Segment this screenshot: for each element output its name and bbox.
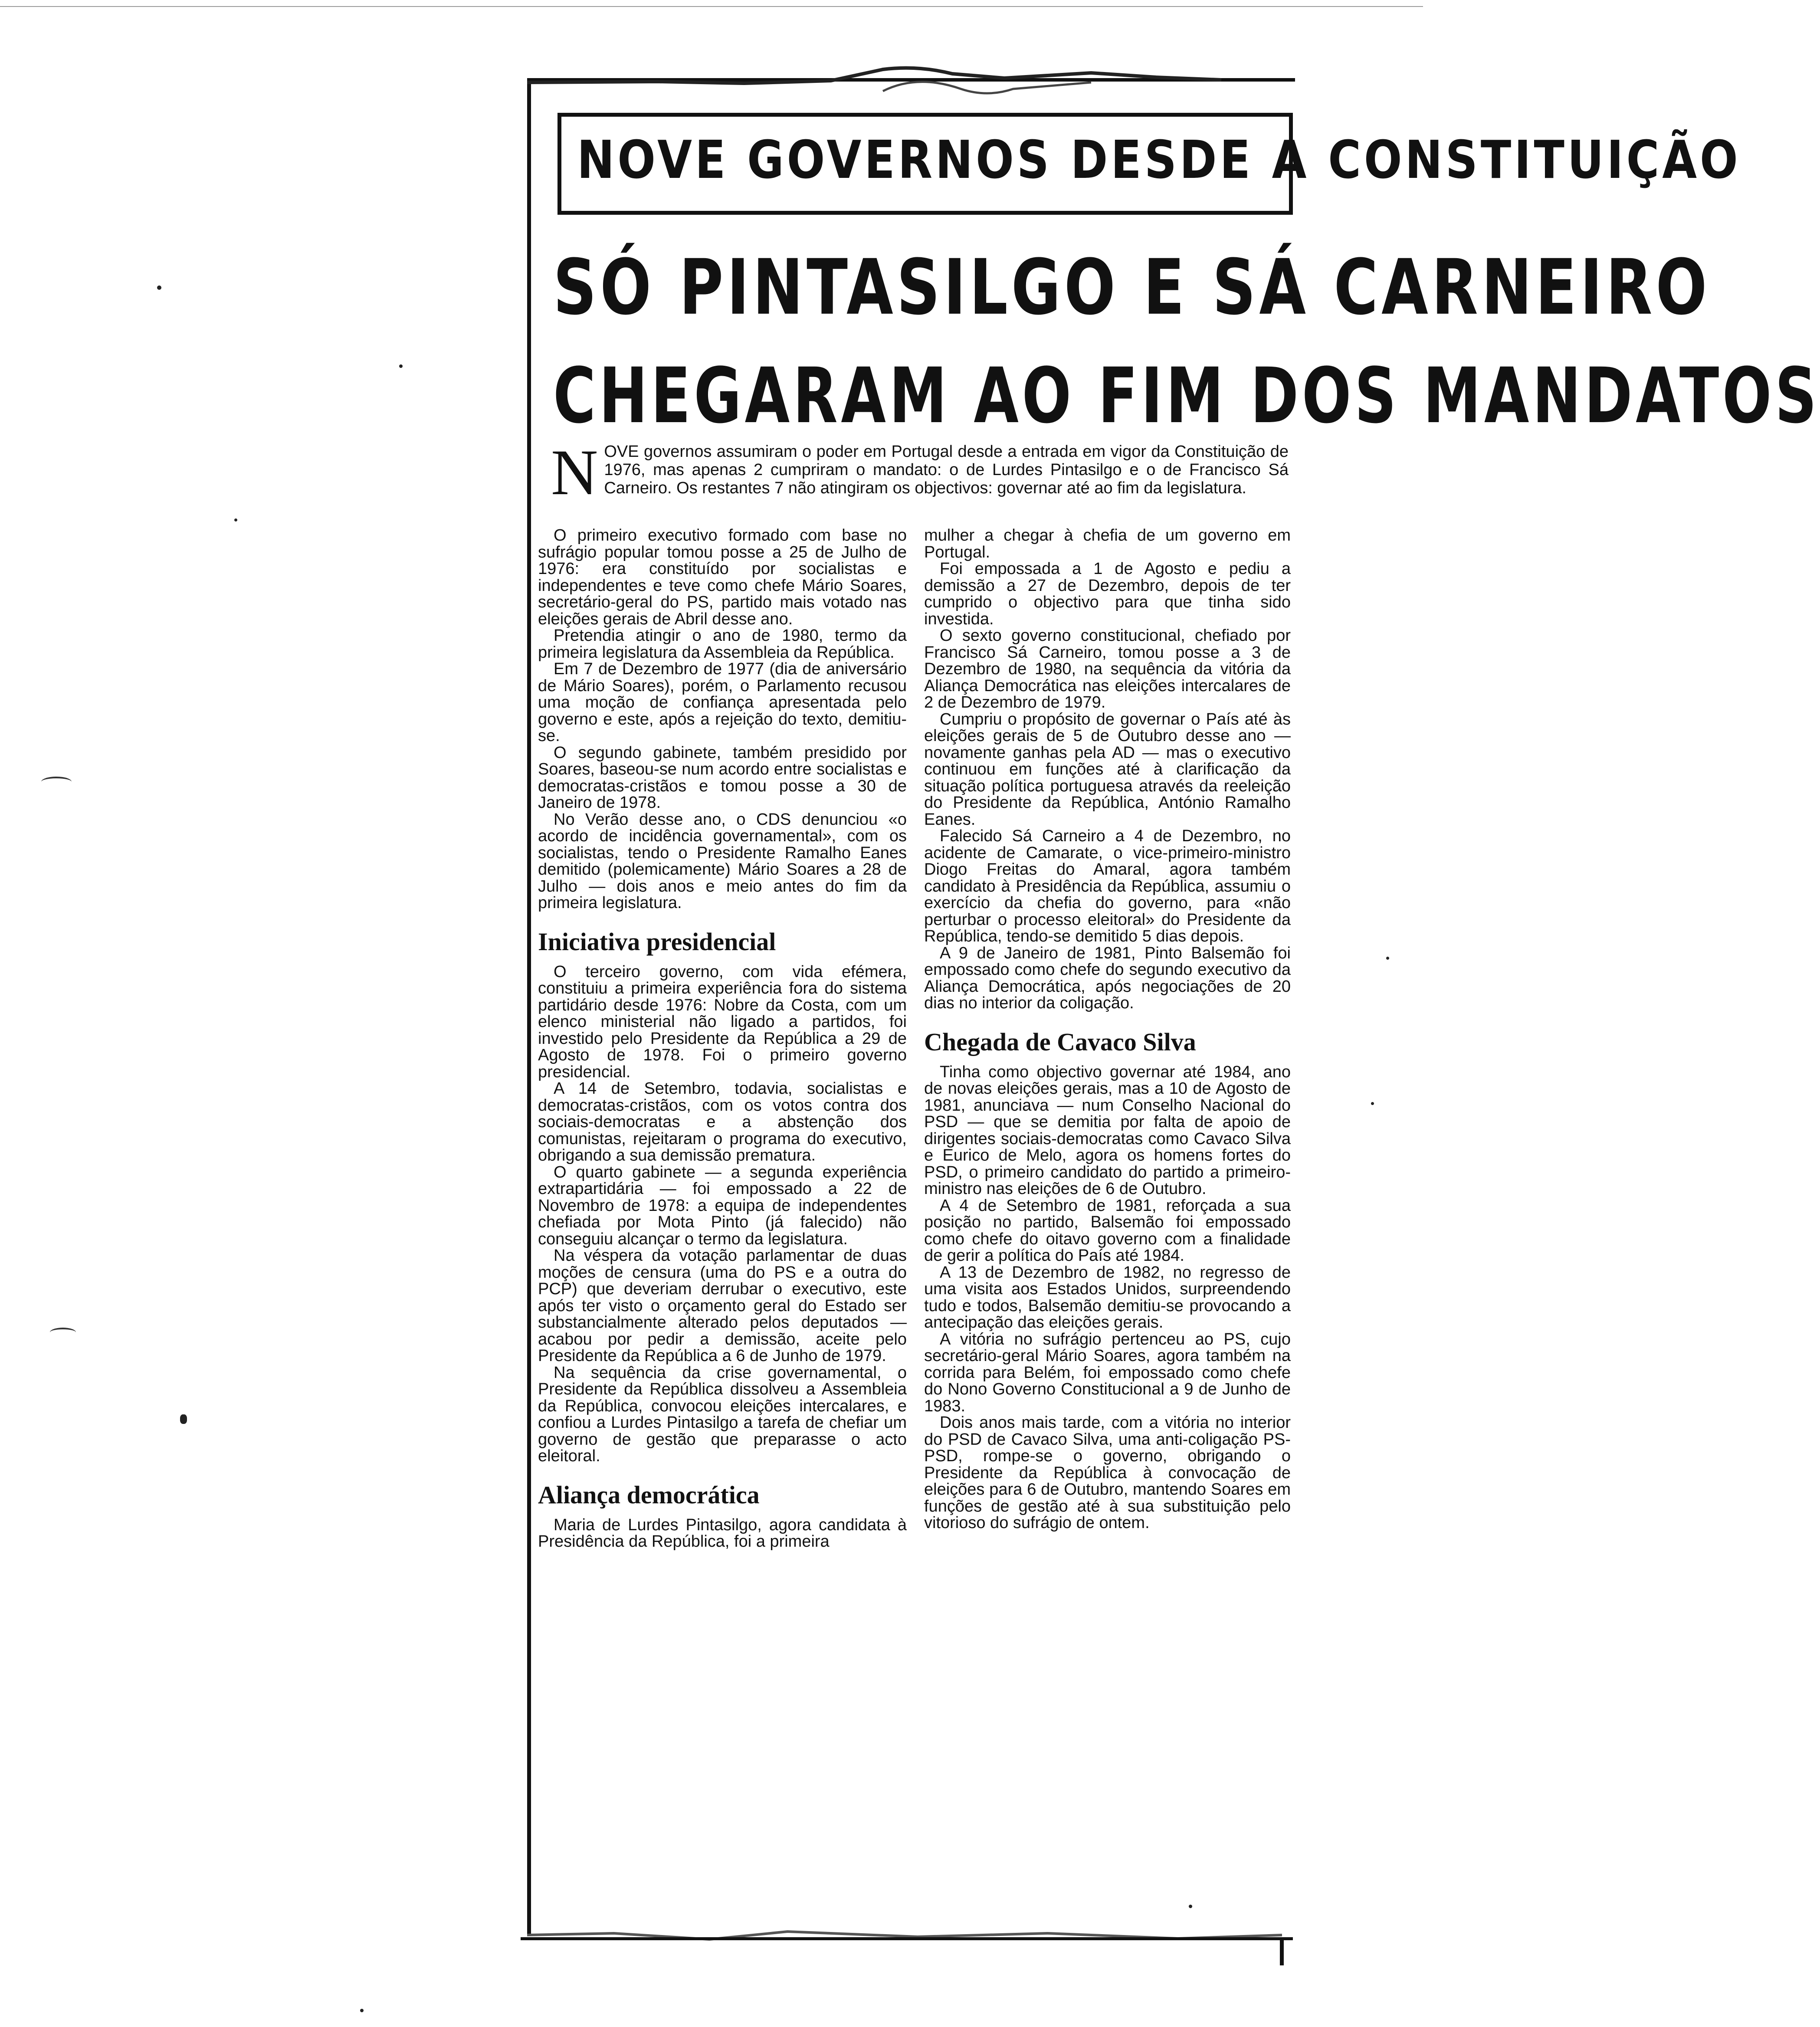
scan-speck (399, 364, 403, 368)
clipping-bottom-rule (521, 1937, 1293, 1940)
lead-text: OVE governos assumiram o poder em Portugal desde a entrada em vigor da Constituição de 1976, mas apenas 2 cumpriram o mandato: o de Lurdes Pintasilgo e o de Francisco Sá Carneiro. Os restantes 7 não atingiram os objectivos: governar até ao fim da legislatura. (604, 443, 1289, 497)
body-paragraph: O segundo gabinete, também presidido por Soares, baseou-se num acordo entre socialistas e democratas-cristãos e tomou posse a 30 de Janeiro de 1978. (538, 743, 907, 812)
body-paragraph: Na véspera da votação parlamentar de duas moções de censura (uma do PS e a outra do PCP) que deveriam derrubar o executivo, este após ter visto o orçamento geral do Estado ser substancialmente alterado pelos deputados — acabou por pedir a demissão, aceite pelo Presidente da República a 6 de Junho de 1979. (538, 1246, 907, 1365)
torn-paper-edge-bottom (527, 1922, 1295, 1961)
scan-speck (234, 518, 237, 522)
headline-line-1: SÓ PINTASILGO E SÁ CARNEIRO (553, 243, 1711, 332)
scan-edge-mark (41, 777, 72, 787)
clipping-bottom-bracket (1280, 1939, 1284, 1965)
body-paragraph: Maria de Lurdes Pintasilgo, agora candidata à Presidência da República, foi a primeira (538, 1515, 907, 1551)
body-paragraph: A vitória no sufrágio pertenceu ao PS, cujo secretário-geral Mário Soares, agora também na corrida para Belém, foi empossado como chefe do Nono Governo Constitucional a 9 de Junho de 1983. (924, 1330, 1291, 1415)
body-paragraph: Em 7 de Dezembro de 1977 (dia de aniversário de Mário Soares), porém, o Parlamento recusou uma moção de confiança apresentada pelo governo e este, após a rejeição do texto, demitiu-se. (538, 660, 907, 745)
body-paragraph: Na sequência da crise governamental, o Presidente da República dissolveu a Assembleia da República, convocou eleições intercalares, e confiou a Lurdes Pintasilgo a tarefa de chefiar um governo de gestão que preparasse o acto eleitoral. (538, 1363, 907, 1465)
body-paragraph: O sexto governo constitucional, chefiado por Francisco Sá Carneiro, tomou posse a 3 de Dezembro de 1980, na sequência da vitória da Aliança Democrática nas eleições intercalares de 2 de Dezembro de 1979. (924, 626, 1291, 712)
body-paragraph: A 9 de Janeiro de 1981, Pinto Balsemão foi empossado como chefe do segundo executivo da Aliança Democrática, após negociações de 20 dias no interior da coligação. (924, 944, 1291, 1012)
scan-speck (180, 1414, 187, 1424)
section-heading: Iniciativa presidencial (538, 927, 776, 956)
right-column (924, 527, 1291, 1532)
left-column (538, 527, 907, 1550)
kicker: NOVE GOVERNOS DESDE A CONSTITUIÇÃO (577, 130, 1741, 190)
body-paragraph: Pretendia atingir o ano de 1980, termo da primeira legislatura da Assembleia da República. (538, 626, 907, 662)
section-heading: Chegada de Cavaco Silva (924, 1027, 1196, 1056)
torn-paper-edge-top (527, 65, 1221, 104)
section-heading: Aliança democrática (538, 1480, 760, 1509)
page-top-rule (0, 6, 1423, 7)
body-paragraph: O quarto gabinete — a segunda experiência extrapartidária — foi empossado a 22 de Novembro de 1978: a equipa de independentes chefiada por Mota Pinto (já falecido) não conseguiu alcançar o termo da legislatura. (538, 1163, 907, 1248)
body-paragraph: Falecido Sá Carneiro a 4 de Dezembro, no acidente de Camarate, o vice-primeiro-ministro Diogo Freitas do Amaral, agora também candidato à Presidência da República, assumiu o exercício da chefia do governo, para «não perturbar o processo eleitoral» do Presidente da República, tendo-se demitido 5 dias depois. (924, 827, 1291, 945)
scan-speck (360, 2009, 364, 2012)
body-paragraph: O primeiro executivo formado com base no sufrágio popular tomou posse a 25 de Julho de 1976: era constituído por socialistas e independentes e teve como chefe Mário Soares, secretário-geral do PS, partido mais votado nas eleições gerais de Abril desse ano. (538, 526, 907, 628)
scan-speck (1386, 957, 1389, 960)
scan-speck (1371, 1102, 1374, 1105)
body-paragraph: A 14 de Setembro, todavia, socialistas e democratas-cristãos, com os votos contra dos sociais-democratas e a abstenção dos comunistas, rejeitaram o programa do executivo, obrigando a sua demissão prematura. (538, 1079, 907, 1164)
drop-cap: N (551, 436, 598, 508)
body-paragraph: A 4 de Setembro de 1981, reforçada a sua posição no partido, Balsemão foi empossado como chefe do oitavo governo com a finalidade de gerir a política do País até 1984. (924, 1196, 1291, 1265)
body-paragraph: Dois anos mais tarde, com a vitória no interior do PSD de Cavaco Silva, uma anti-coligação PS-PSD, rompe-se o governo, obrigando o Presidente da República à convocação de eleições para 6 de Outubro, mantendo Soares em funções de gestão até à sua substituição pelo vitorioso do sufrágio de ontem. (924, 1414, 1291, 1532)
body-paragraph: Cumpriu o propósito de governar o País até às eleições gerais de 5 de Outubro desse ano — novamente ganhas pela AD — mas o executivo continuou em funções até à clarificação da situação política portuguesa através da reeleição do Presidente da República, António Ramalho Eanes. (924, 710, 1291, 829)
body-paragraph: No Verão desse ano, o CDS denunciou «o acordo de incidência governamental», com os socialistas, tendo o Presidente Ramalho Eanes demitido (polemicamente) Mário Soares a 28 de Julho — dois anos e meio antes do fim da primeira legislatura. (538, 810, 907, 912)
body-paragraph: Foi empossada a 1 de Agosto e pediu a demissão a 27 de Dezembro, depois de ter cumprido o objectivo para que tinha sido investida. (924, 560, 1291, 628)
body-paragraph: Tinha como objectivo governar até 1984, ano de novas eleições gerais, mas a 10 de Agosto de 1981, anunciava — num Conselho Nacional do PSD — que se demitia por falta de apoio de dirigentes sociais-democratas como Cavaco Silva e Eurico de Melo, agora os homens fortes do PSD, o primeiro candidato do partido a primeiro-ministro nas eleições de 6 de Outubro. (924, 1063, 1291, 1198)
body-paragraph: O terceiro governo, com vida efémera, constituiu a primeira experiência fora do sistema partidário desde 1976: Nobre da Costa, com um elenco ministerial não ligado a partidos, foi investido pelo Presidente da República a 29 de Agosto de 1978. Foi o primeiro governo presidencial. (538, 962, 907, 1081)
headline-line-2: CHEGARAM AO FIM DOS MANDATOS (553, 351, 1820, 440)
lead-paragraph (551, 436, 1289, 508)
body-paragraph: mulher a chegar à chefia de um governo em Portugal. (924, 526, 1291, 561)
scan-speck (157, 285, 161, 290)
scan-edge-mark (50, 1328, 76, 1337)
body-paragraph: A 13 de Dezembro de 1982, no regresso de uma visita aos Estados Unidos, surpreendendo tudo e todos, Balsemão demitiu-se provocando a antecipação das eleições gerais. (924, 1263, 1291, 1332)
